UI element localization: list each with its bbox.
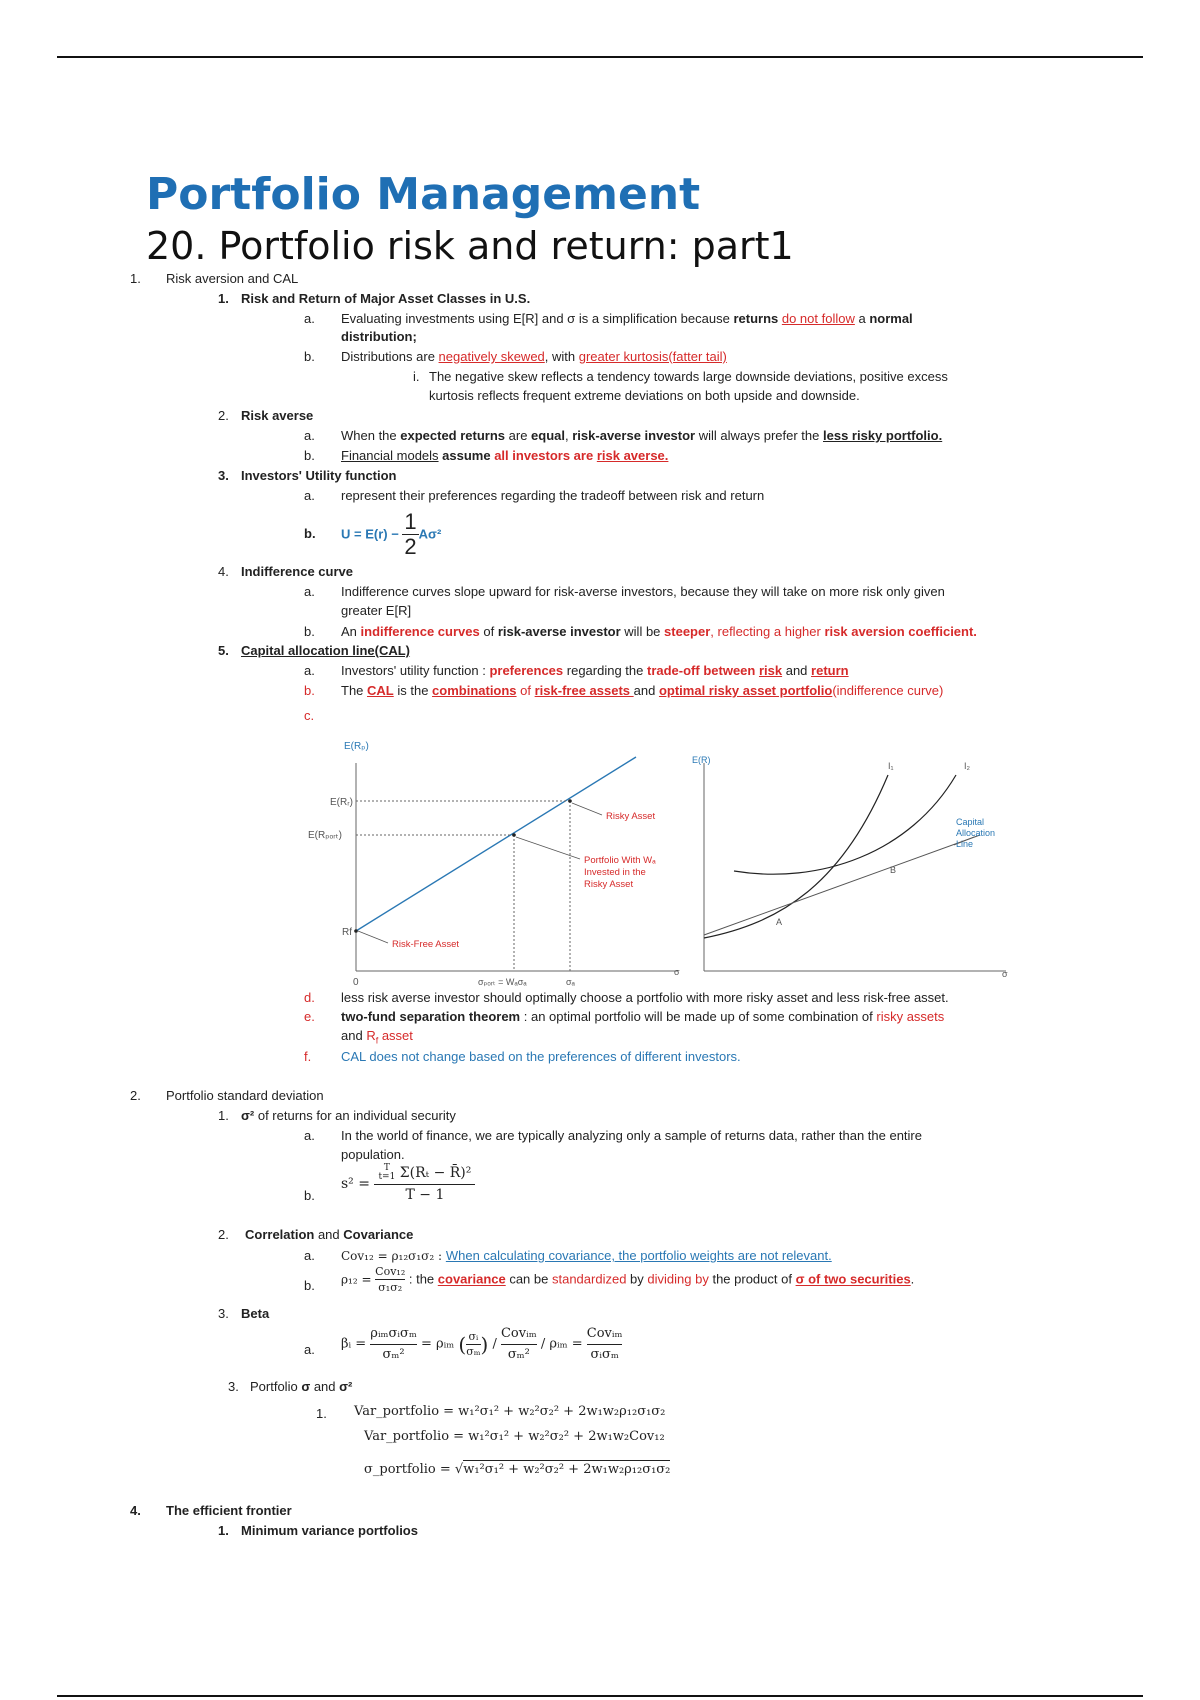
fig1-lbl-port-2: Invested in the	[584, 867, 646, 878]
fig1-point-rf	[354, 929, 358, 933]
s1-i1-i-line2: kurtosis reflects frequent extreme deviations on both upside and downside.	[429, 388, 860, 403]
s2-i3-a-mark: a.	[304, 1342, 315, 1357]
fig1-lbl-rfa: Risk-Free Asset	[392, 939, 460, 950]
portfolio-var-eq2: Var_portfolio = w₁²σ₁² + w₂²σ₂² + 2w₁w₂Cov₁₂	[364, 1429, 665, 1444]
fig1-point-risky	[568, 799, 572, 803]
s1-i2-b-text: Financial models assume all investors are risk averse.	[341, 448, 669, 463]
fig1-er-risky: E(Rᵣ)	[330, 797, 353, 808]
fig1-x-port: σₚₒᵣₜ = Wₐσₐ	[478, 977, 527, 987]
fig1-lbl-risky: Risky Asset	[606, 811, 656, 822]
fig2-ic2-label: I₂	[964, 761, 970, 771]
cal-figure	[300, 735, 690, 995]
s1-i5-d-text: less risk averse investor should optimally choose a portfolio with more risky asset and less risk-free asset.	[341, 990, 949, 1005]
s2-i3-title: Beta	[241, 1306, 270, 1321]
s2-i4-title: Portfolio σ and σ²	[250, 1379, 353, 1394]
fig2-ic1-label: I₁	[888, 761, 894, 771]
s1-i1-a-line2: distribution;	[341, 329, 417, 344]
fig1-cal-line	[356, 757, 636, 931]
s4-title: The efficient frontier	[166, 1503, 292, 1518]
fig2-x-label: σ	[1002, 969, 1008, 979]
s1-i4-b-text: An indifference curves of risk-averse investor will be steeper, reflecting a higher risk aversion coefficient.	[341, 624, 977, 639]
fig2-y-label: E(R)	[692, 755, 711, 765]
fig2-pt-a: A	[776, 917, 783, 927]
s1-i1-i-mark: i.	[413, 369, 420, 384]
fig1-x-label: σ	[674, 967, 680, 977]
fig1-er-port: E(Rₚₒᵣₜ)	[308, 830, 342, 841]
s1-i5-e-text: two-fund separation theorem : an optimal portfolio will be made up of some combination of risky assets	[341, 1009, 945, 1024]
fig2-cal-3: Line	[956, 839, 974, 849]
s1-i1-b-text: Distributions are negatively skewed, with greater kurtosis(fatter tail)	[341, 349, 727, 364]
fig1-y-label: E(Rₚ)	[344, 741, 369, 752]
s2-i1-a-line2: population.	[341, 1147, 405, 1162]
fig1-origin: 0	[353, 977, 359, 988]
fig2-pt-b: B	[890, 865, 897, 875]
page-title: Portfolio Management	[146, 169, 701, 220]
s1-i4-a-mark: a.	[304, 584, 315, 599]
s1-i5-a-mark: a.	[304, 663, 315, 678]
s1-i4-a-line1: Indifference curves slope upward for risk-averse investors, because they will take on more risk only given	[341, 584, 945, 599]
s2-title: Portfolio standard deviation	[166, 1088, 324, 1103]
s1-i2-title: Risk averse	[241, 408, 314, 423]
s1-i5-c-mark: c.	[304, 708, 315, 723]
indifference-figure	[690, 745, 1020, 985]
fig2-cal-line	[704, 835, 980, 935]
s1-title: Risk aversion and CAL	[166, 271, 299, 286]
beta-formula: βᵢ = ρᵢₘσᵢσₘ σₘ² = ρᵢₘ ( $\frac{\text{σᵢ}}{\text{σₘ}}$ ) / Covᵢₘ σₘ² / ρᵢₘ = Covᵢₘ σᵢσₘ	[341, 1326, 623, 1362]
s1-i5-f-text: CAL does not change based on the preferences of different investors.	[341, 1049, 741, 1064]
s2-i2-title: Correlation and Covariance	[245, 1227, 414, 1242]
s1-i2-a-mark: a.	[304, 428, 315, 443]
fig1-lbl-port-3: Risky Asset	[584, 879, 634, 890]
s1-i5-e-line2: and $R_f$ asset	[341, 1028, 413, 1046]
top-rule	[57, 56, 1143, 58]
s1-i5-num: 5.	[218, 643, 229, 658]
fig2-cal-2: Allocation	[956, 828, 996, 838]
s1-i5-a-text: Investors' utility function : preferences regarding the trade-off between risk and return	[341, 663, 849, 678]
s4-i1-num: 1.	[218, 1523, 229, 1538]
s1-i2-b-mark: b.	[304, 448, 315, 463]
s1-i4-b-mark: b.	[304, 624, 315, 639]
bottom-rule	[57, 1695, 1143, 1697]
s1-i5-b-mark: b.	[304, 683, 315, 698]
fig1-x-risky: σₐ	[566, 977, 575, 987]
s1-i5-d-mark: d.	[304, 990, 315, 1005]
s2-i2-a-mark: a.	[304, 1248, 315, 1263]
s2-i2-b-text: ρ₁₂ = Cov₁₂ σ₁σ₂ : the covariance can be standardized by dividing by the product of σ of two securities.	[341, 1265, 915, 1294]
fig1-leader-risky	[572, 803, 602, 815]
s2-i3-num: 3.	[218, 1306, 229, 1321]
s1-i1-title: Risk and Return of Major Asset Classes in U.S.	[241, 291, 531, 306]
s1-i4-a-line2: greater E[R]	[341, 603, 412, 618]
fig2-cal-1: Capital	[956, 817, 985, 827]
s1-i5-e-mark: e.	[304, 1009, 315, 1024]
s2-i2-num: 2.	[218, 1227, 229, 1242]
s2-i1-a-line1: In the world of finance, we are typically analyzing only a sample of returns data, rather than the entire	[341, 1128, 922, 1143]
s2-i4-one-mark: 1.	[316, 1406, 327, 1421]
s1-i5-b-text: The CAL is the combinations of risk-free assets and optimal risky asset portfolio(indifference curve)	[341, 683, 944, 698]
variance-formula: s² = T t=1 Σ(Rₜ − R̄)² T − 1	[341, 1162, 475, 1205]
s2-i1-title: σ² of returns for an individual security	[241, 1108, 456, 1123]
s2-i2-a-text: Cov₁₂ = ρ₁₂σ₁σ₂ : When calculating covariance, the portfolio weights are not relevant.	[341, 1248, 832, 1263]
s1-i3-a-text: represent their preferences regarding the tradeoff between risk and return	[341, 488, 765, 503]
s2-i1-a-mark: a.	[304, 1128, 315, 1143]
s2-i1-num: 1.	[218, 1108, 229, 1123]
fig1-lbl-port-1: Portfolio With Wₐ	[584, 855, 656, 866]
fig1-leader-port	[516, 837, 580, 859]
s1-i1-num: 1.	[218, 291, 229, 306]
s1-i2-a-text: When the expected returns are equal, risk-averse investor will always prefer the less risky portfolio.	[341, 428, 943, 443]
s1-i1-b-mark: b.	[304, 349, 315, 364]
s4-i1-title: Minimum variance portfolios	[241, 1523, 418, 1538]
s1-i1-i-line1: The negative skew reflects a tendency towards large downside deviations, positive excess	[429, 369, 948, 384]
s1-i1-a-text: Evaluating investments using E[R] and σ is a simplification because returns do not follow a normal	[341, 311, 913, 326]
s1-i5-f-mark: f.	[304, 1049, 312, 1064]
fig1-leader-rf	[358, 931, 388, 943]
s4-num: 4.	[130, 1503, 141, 1518]
s1-i3-b-mark: b.	[304, 526, 316, 541]
s2-i2-b-mark: b.	[304, 1278, 315, 1293]
portfolio-var-eq1: Var_portfolio = w₁²σ₁² + w₂²σ₂² + 2w₁w₂ρ₁₂σ₁σ₂	[354, 1404, 666, 1419]
s1-i3-title: Investors' Utility function	[241, 468, 397, 483]
fig1-point-port	[512, 833, 516, 837]
portfolio-sigma-eq: σ_portfolio = √w₁²σ₁² + w₂²σ₂² + 2w₁w₂ρ₁₂σ₁σ₂	[364, 1462, 671, 1477]
s1-i2-num: 2.	[218, 408, 229, 423]
s1-i5-title: Capital allocation line(CAL)	[241, 643, 411, 658]
s2-i4-num: 3.	[228, 1379, 239, 1394]
fig2-ic-1	[704, 775, 888, 938]
s1-i4-num: 4.	[218, 564, 229, 579]
s1-i1-a-mark: a.	[304, 311, 315, 326]
fig2-ic-2	[734, 775, 956, 874]
fig1-rf-label: Rf	[342, 927, 352, 938]
utility-formula: U = E(r) − $\frac{1}{2}$ Aσ²	[341, 509, 442, 559]
s1-num: 1.	[130, 271, 141, 286]
s2-num: 2.	[130, 1088, 141, 1103]
page-subtitle: 20. Portfolio risk and return: part1	[146, 224, 794, 268]
s1-i3-num: 3.	[218, 468, 229, 483]
s1-i3-a-mark: a.	[304, 488, 315, 503]
s2-i1-b-mark: b.	[304, 1188, 315, 1203]
s1-i4-title: Indifference curve	[241, 564, 353, 579]
